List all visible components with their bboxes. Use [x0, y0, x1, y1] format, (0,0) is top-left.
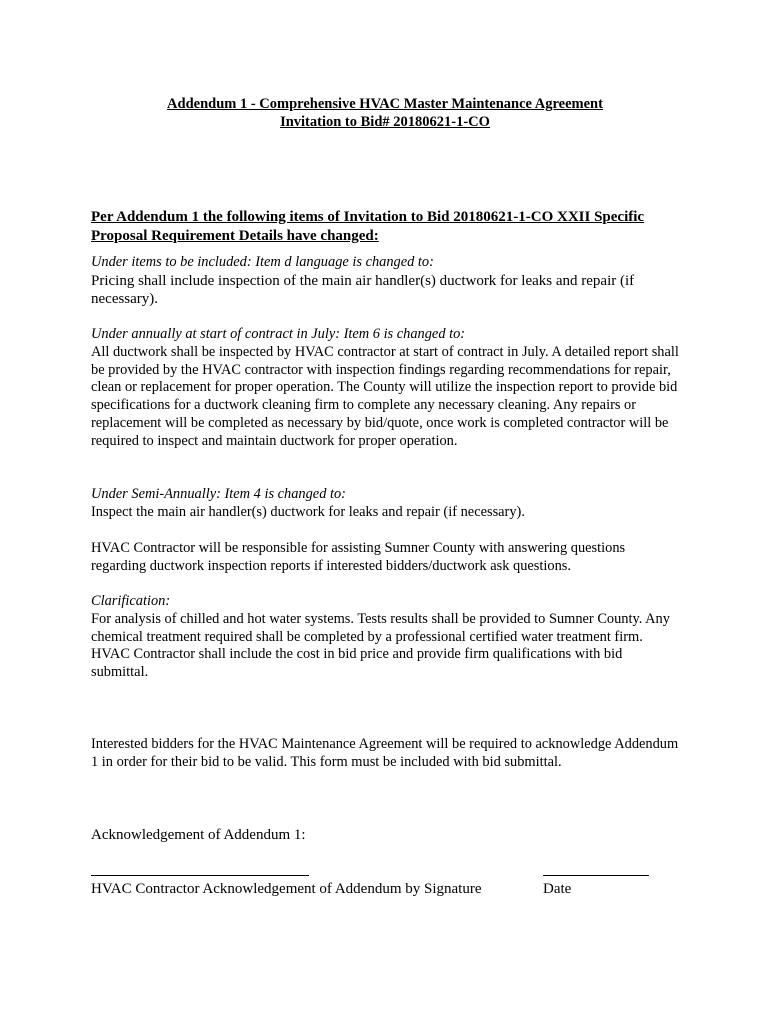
signature-line[interactable]: [91, 875, 309, 876]
date-label: Date: [543, 881, 572, 897]
item-6-block: [91, 326, 681, 451]
clarification-label: Clarification:: [91, 593, 171, 609]
document-title: Addendum 1 - Comprehensive HVAC Master Maintenance Agreement: [167, 96, 603, 112]
signature-label: HVAC Contractor Acknowledgement of Addendum by Signature: [91, 881, 482, 897]
item-6-text: All ductwork shall be inspected by HVAC contractor at start of contract in July. A detailed report shall be provided by the HVAC contractor with inspection findings regarding recommendations for repair, clean or replacement for proper operation. The County will utilize the inspection report to provide bid specifications for a ductwork cleaning firm to complete any necessary cleaning. Any repairs or replacement will be completed as necessary by bid/quote, once work is completed contractor will be required to inspect and maintain ductwork for proper operation.: [91, 343, 679, 449]
item-4-label: Under Semi-Annually: Item 4 is changed to:: [91, 486, 346, 502]
responsibility-paragraph: [91, 540, 681, 576]
item-d-label: Under items to be included: Item d language is changed to:: [91, 254, 434, 270]
item-6-label: Under annually at start of contract in July: Item 6 is changed to:: [91, 326, 466, 342]
acknowledge-notice-paragraph: [91, 736, 681, 772]
acknowledgement-label: Acknowledgement of Addendum 1:: [91, 827, 306, 843]
item-d-text: Pricing shall include inspection of the main air handler(s) ductwork for leaks and repair (if necessary).: [91, 272, 635, 307]
acknowledge-notice-text: Interested bidders for the HVAC Maintenance Agreement will be required to acknowledge Addendum 1 in order for their bid to be valid. This form must be included with bid submittal.: [91, 736, 679, 770]
clarification-block: [91, 593, 681, 682]
document-subtitle: Invitation to Bid# 20180621-1-CO: [280, 114, 490, 130]
clarification-text: For analysis of chilled and hot water systems. Tests results shall be provided to Sumner County. Any chemical treatment required shall be completed by a professional certified water treatment firm. HVAC Contractor shall include the cost in bid price and provide firm qualifications with bid submittal.: [91, 610, 670, 681]
date-line[interactable]: [543, 875, 649, 876]
section-heading: Per Addendum 1 the following items of Invitation to Bid 20180621-1-CO XXII Specific Proposal Requirement Details have changed:: [91, 209, 645, 244]
item-4-text: Inspect the main air handler(s) ductwork for leaks and repair (if necessary).: [91, 503, 525, 520]
responsibility-text: HVAC Contractor will be responsible for assisting Sumner County with answering questions regarding ductwork inspection reports if interested bidders/ductwork ask questions.: [91, 540, 626, 574]
item-4-block: [91, 486, 681, 522]
item-d-block: [91, 254, 681, 308]
